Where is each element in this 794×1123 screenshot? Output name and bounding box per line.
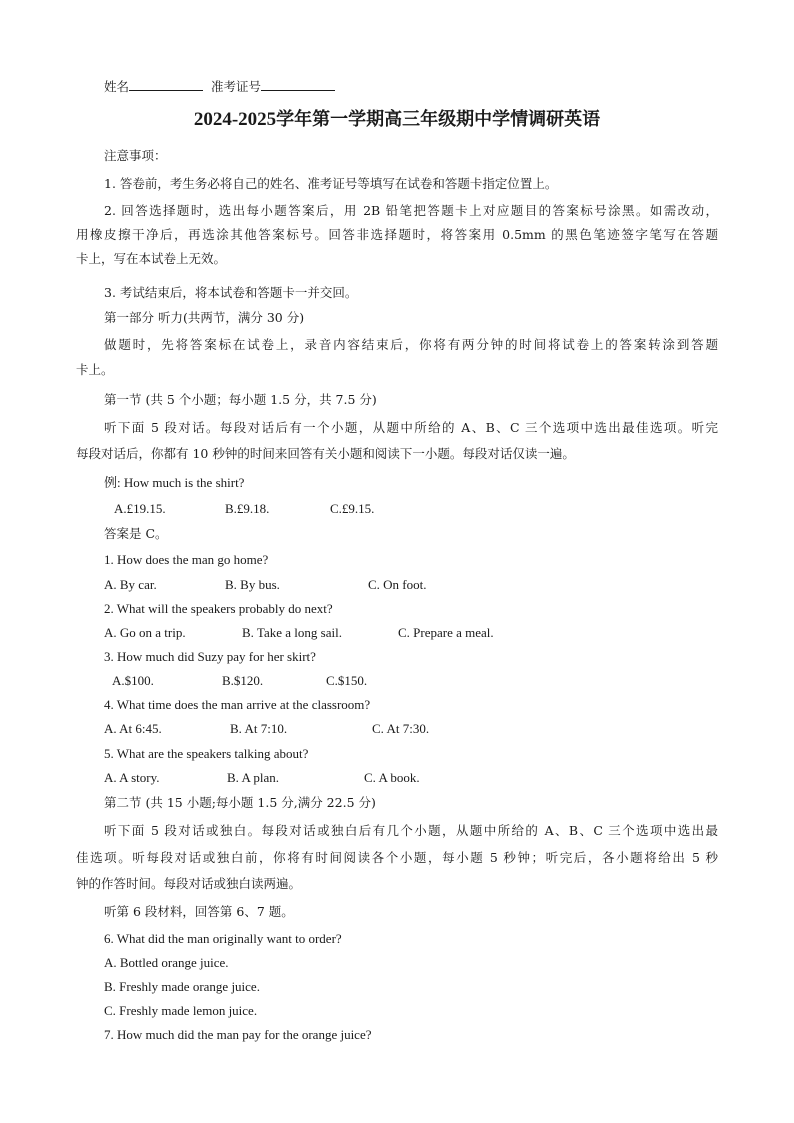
question-5-option-a: A. A story. xyxy=(104,770,160,785)
question-1-option-c: C. On foot. xyxy=(368,577,427,592)
question-4-option-c: C. At 7:30. xyxy=(372,721,430,736)
question-5-option-b: B. A plan. xyxy=(227,770,280,785)
notice-item-2-line-3: 卡上，写在本试卷上无效。 xyxy=(76,251,227,266)
material-6-instruction: 听第 6 段材料，回答第 6、7 题。 xyxy=(104,904,294,919)
part1-heading: 第一部分 听力(共两节，满分 30 分) xyxy=(104,310,305,325)
notice-item-2-line-2: 用橡皮擦干净后，再选涂其他答案标号。回答非选择题时，将答案用 0.5mm 的黑色笔迹签字笔写在答题 xyxy=(76,227,718,242)
section2-heading: 第二节 (共 15 小题;每小题 1.5 分,满分 22.5 分) xyxy=(104,795,376,810)
question-3: 3. How much did Suzy pay for her skirt? xyxy=(104,649,316,664)
section2-intro-line-3: 钟的作答时间。每段对话或独白读两遍。 xyxy=(76,876,302,891)
exam-id-label: 准考证号 xyxy=(211,79,262,94)
question-6-option-c: C. Freshly made lemon juice. xyxy=(104,1003,258,1018)
example-option-a: A.£19.15. xyxy=(114,501,166,516)
part1-intro-line-2: 卡上。 xyxy=(76,362,114,377)
question-2: 2. What will the speakers probably do next? xyxy=(104,601,333,616)
section1-heading: 第一节 (共 5 个小题；每小题 1.5 分，共 7.5 分) xyxy=(104,392,377,407)
notice-item-2-line-1: 2. 回答选择题时，选出每小题答案后，用 2B 铅笔把答题卡上对应题目的答案标号涂黑。如需改动， xyxy=(104,203,718,218)
notice-item-3: 3. 考试结束后，将本试卷和答题卡一并交回。 xyxy=(104,285,358,300)
section1-intro-line-1: 听下面 5 段对话。每段对话后有一个小题，从题中所给的 A、B、C 三个选项中选出最佳选项。听完 xyxy=(104,420,718,435)
part1-intro-line-1: 做题时，先将答案标在试卷上，录音内容结束后，你将有两分钟的时间将试卷上的答案转涂到答题 xyxy=(104,337,718,352)
question-4: 4. What time does the man arrive at the classroom? xyxy=(104,697,371,712)
name-blank[interactable] xyxy=(129,78,203,91)
notice-heading: 注意事项： xyxy=(104,148,167,163)
section2-intro-line-1: 听下面 5 段对话或独白。每段对话或独白后有几个小题，从题中所给的 A、B、C 三个选项中选出最 xyxy=(104,823,718,838)
section1-intro-line-2: 每段对话后，你都有 10 秒钟的时间来回答有关小题和阅读下一小题。每段对话仅读一遍。 xyxy=(76,446,575,461)
question-3-option-b: B.$120. xyxy=(222,673,264,688)
question-4-option-a: A. At 6:45. xyxy=(104,721,162,736)
question-5-option-c: C. A book. xyxy=(364,770,420,785)
question-1-option-a: A. By car. xyxy=(104,577,157,592)
question-6: 6. What did the man originally want to order? xyxy=(104,931,342,946)
example-option-c: C.£9.15. xyxy=(330,501,375,516)
question-6-option-a: A. Bottled orange juice. xyxy=(104,955,229,970)
question-2-option-a: A. Go on a trip. xyxy=(104,625,186,640)
page-title: 2024-2025学年第一学期高三年级期中学情调研英语 xyxy=(193,109,601,130)
candidate-info-line xyxy=(104,78,718,95)
example-question: 例: How much is the shirt? xyxy=(104,475,245,490)
notice-item-1: 1. 答卷前，考生务必将自己的姓名、准考证号等填写在试卷和答题卡指定位置上。 xyxy=(104,176,558,191)
question-1-option-b: B. By bus. xyxy=(225,577,280,592)
question-3-option-c: C.$150. xyxy=(326,673,368,688)
question-4-option-b: B. At 7:10. xyxy=(230,721,288,736)
question-1: 1. How does the man go home? xyxy=(104,552,269,567)
question-5: 5. What are the speakers talking about? xyxy=(104,746,309,761)
exam-id-blank[interactable] xyxy=(261,78,335,91)
question-2-option-c: C. Prepare a meal. xyxy=(398,625,494,640)
section2-intro-line-2: 佳选项。听每段对话或独白前，你将有时间阅读各个小题，每小题 5 秒钟；听完后，各小题将给出 5 秒 xyxy=(76,850,718,865)
question-2-option-b: B. Take a long sail. xyxy=(242,625,342,640)
name-label: 姓名 xyxy=(104,79,130,94)
example-answer: 答案是 C。 xyxy=(104,526,168,541)
question-7: 7. How much did the man pay for the orange juice? xyxy=(104,1027,372,1042)
question-6-option-b: B. Freshly made orange juice. xyxy=(104,979,260,994)
question-3-option-a: A.$100. xyxy=(112,673,154,688)
example-option-b: B.£9.18. xyxy=(225,501,270,516)
